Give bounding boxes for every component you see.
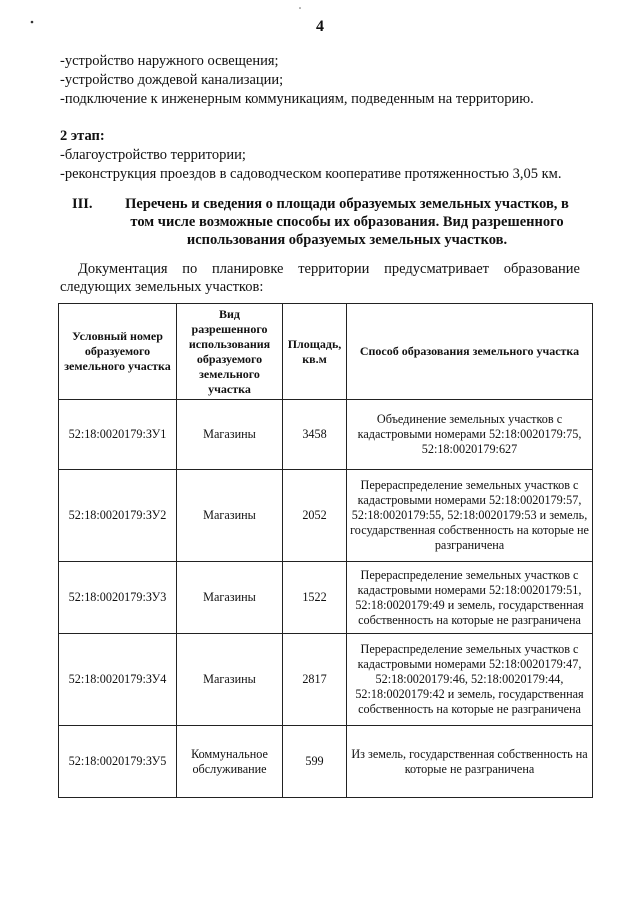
- table-cell: Из земель, государственная собственность на которые не разграничена: [347, 726, 593, 798]
- table-cell: 2052: [283, 470, 347, 562]
- header-cell: Способ образования земельного участка: [347, 304, 593, 400]
- table-row: [59, 470, 593, 562]
- table-cell: Коммунальное обслуживание: [177, 726, 283, 798]
- table-cell: 2817: [283, 634, 347, 726]
- section-heading: [72, 195, 582, 249]
- land-plots-table: [58, 303, 593, 798]
- table-row: [59, 726, 593, 798]
- paragraph: Документация по планировке территории предусматривает образование следующих земельных участков:: [60, 261, 580, 295]
- scan-speck: [299, 7, 301, 9]
- intro-list: [60, 52, 600, 184]
- table-header-row: [59, 304, 593, 400]
- table-cell: 52:18:0020179:ЗУ5: [59, 726, 177, 798]
- stage-title: 2 этап:: [60, 128, 105, 144]
- table-cell: Магазины: [177, 470, 283, 562]
- table-cell: Магазины: [177, 562, 283, 634]
- list-item: -реконструкция проездов в садоводческом кооперативе протяженностью 3,05 км.: [60, 166, 562, 182]
- table-cell: 599: [283, 726, 347, 798]
- table-cell: 1522: [283, 562, 347, 634]
- table-cell: 3458: [283, 400, 347, 470]
- list-item: -устройство дождевой канализации;: [60, 72, 284, 88]
- table-cell: Объединение земельных участков с кадастровыми номерами 52:18:0020179:75, 52:18:0020179:627: [347, 400, 593, 470]
- list-item: -подключение к инженерным коммуникациям, подведенным на территорию.: [60, 91, 534, 107]
- section-title: Перечень и сведения о площади образуемых земельных участков, в том числе возможные способы их образования. Вид разрешенного использования образуемых земельных участков.: [125, 196, 569, 248]
- table-row: [59, 562, 593, 634]
- header-cell: Вид разрешенного использования образуемого земельного участка: [177, 304, 283, 400]
- section-number: III.: [72, 196, 93, 212]
- page-number: 4: [316, 18, 324, 35]
- table-cell: Перераспределение земельных участков с кадастровыми номерами 52:18:0020179:57, 52:18:0020179:55, 52:18:0020179:53 и земель, государственная собственность на которые не разграничена: [347, 470, 593, 562]
- table-cell: 52:18:0020179:ЗУ2: [59, 470, 177, 562]
- header-cell: Площадь, кв.м: [283, 304, 347, 400]
- table-cell: Перераспределение земельных участков с кадастровыми номерами 52:18:0020179:51, 52:18:0020179:49 и земель, государственная собственность на которые не разграничена: [347, 562, 593, 634]
- table-cell: 52:18:0020179:ЗУ3: [59, 562, 177, 634]
- table-cell: Магазины: [177, 400, 283, 470]
- list-item: -благоустройство территории;: [60, 147, 246, 163]
- table-cell: 52:18:0020179:ЗУ4: [59, 634, 177, 726]
- table-row: [59, 634, 593, 726]
- header-cell: Условный номер образуемого земельного участка: [59, 304, 177, 400]
- table-cell: Магазины: [177, 634, 283, 726]
- table-cell: 52:18:0020179:ЗУ1: [59, 400, 177, 470]
- list-item: -устройство наружного освещения;: [60, 53, 279, 69]
- table-cell: Перераспределение земельных участков с кадастровыми номерами 52:18:0020179:47, 52:18:0020179:46, 52:18:0020179:44, 52:18:0020179:42 и земель, государственная собственность на которые не разграничена: [347, 634, 593, 726]
- table-row: [59, 400, 593, 470]
